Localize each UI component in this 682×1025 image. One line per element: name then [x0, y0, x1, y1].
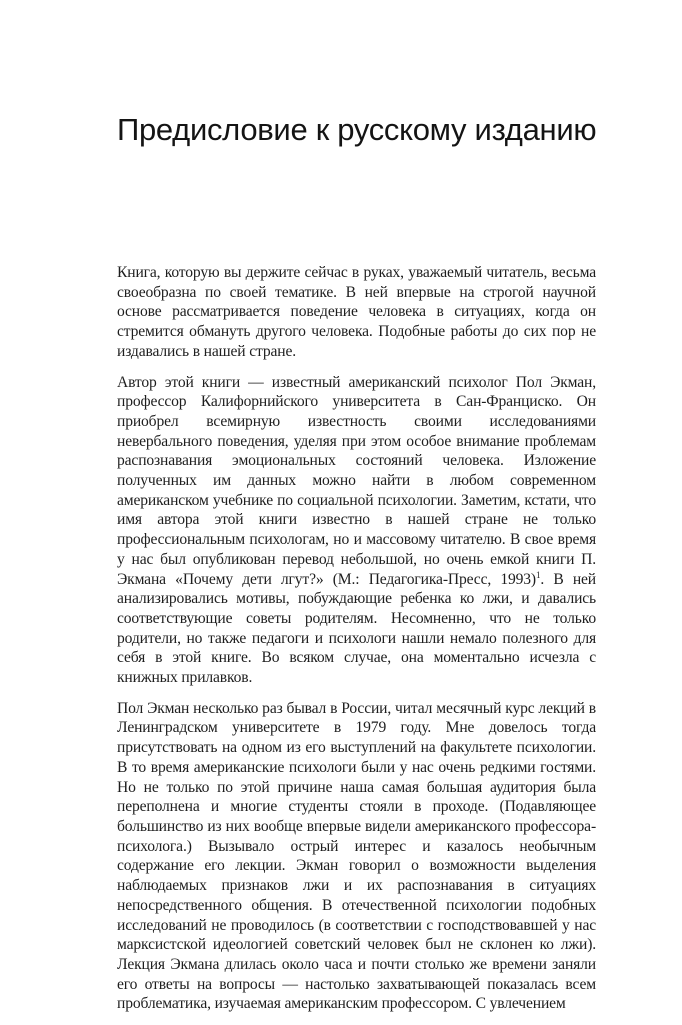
chapter-title: Предисловие к русскому изданию [117, 112, 597, 147]
body-text [117, 263, 596, 1025]
paragraph-2 [117, 373, 596, 688]
paragraph-2-text-after-footnote: . В ней анализировались мотивы, побуждающие ребенка ко лжи, и давались соответствующие советы родителям. Несомненно, что не только родители, но также педагоги и психологи нашли немало полезного для себя в этой книге. Во всяком случае, она моментально исчезла с книжных прилавков. [117, 570, 596, 687]
paragraph-3: Пол Экман несколько раз бывал в России, читал месячный курс лекций в Ленинградском университете в 1979 году. Мне довелось тогда присутствовать на одном из его выступлений на факультете психологии. В то время американские психологи были у нас очень редкими гостями. Но не только по этой причине наша самая большая аудитория была переполнена и многие студенты стояли в проходе. (Подавляющее большинство из них вообще впервые видели американского профессора-психолога.) Вызывало острый интерес и казалось необычным содержание его лекции. Экман говорил о возможности выделения наблюдаемых признаков лжи и их распознавания в ситуациях непосредственного общения. В отечественной психологии подобных исследований не проводилось (в соответствии с господствовавшей у нас марксистской идеологией советский человек был не склонен ко лжи). Лекция Экмана длилась около часа и почти столько же времени заняли его ответы на вопросы — настолько захватывающей показалась всем проблематика, изучаемая американским профессором. С увлечением [117, 699, 596, 1013]
paragraph-2-text-before-footnote: Автор этой книги — известный американский психолог Пол Экман, профессор Калифорнийского университета в Сан-Франциско. Он приобрел всемирную известность своими исследованиями невербального поведения, уделяя при этом особое внимание проблемам распознавания эмоциональных состояний человека. Изложение полученных им данных можно найти в любом современном американском учебнике по социальной психологии. Заметим, кстати, что имя автора этой книги известно в нашей стране не только профессиональным психологам, но и массовому читателю. В свое время у нас был опубликован перевод небольшой, но очень емкой книги П. Экмана «Почему дети лгут?» (М.: Педагогика-Пресс, 1993) [117, 373, 596, 588]
paragraph-1: Книга, которую вы держите сейчас в руках, уважаемый читатель, весьма своеобразна по своей тематике. В ней впервые на строгой научной основе рассматривается поведение человека в ситуациях, когда он стремится обмануть другого человека. Подобные работы до сих пор не издавались в нашей стране. [117, 264, 596, 360]
footnote-reference[interactable]: 1 [535, 569, 541, 580]
